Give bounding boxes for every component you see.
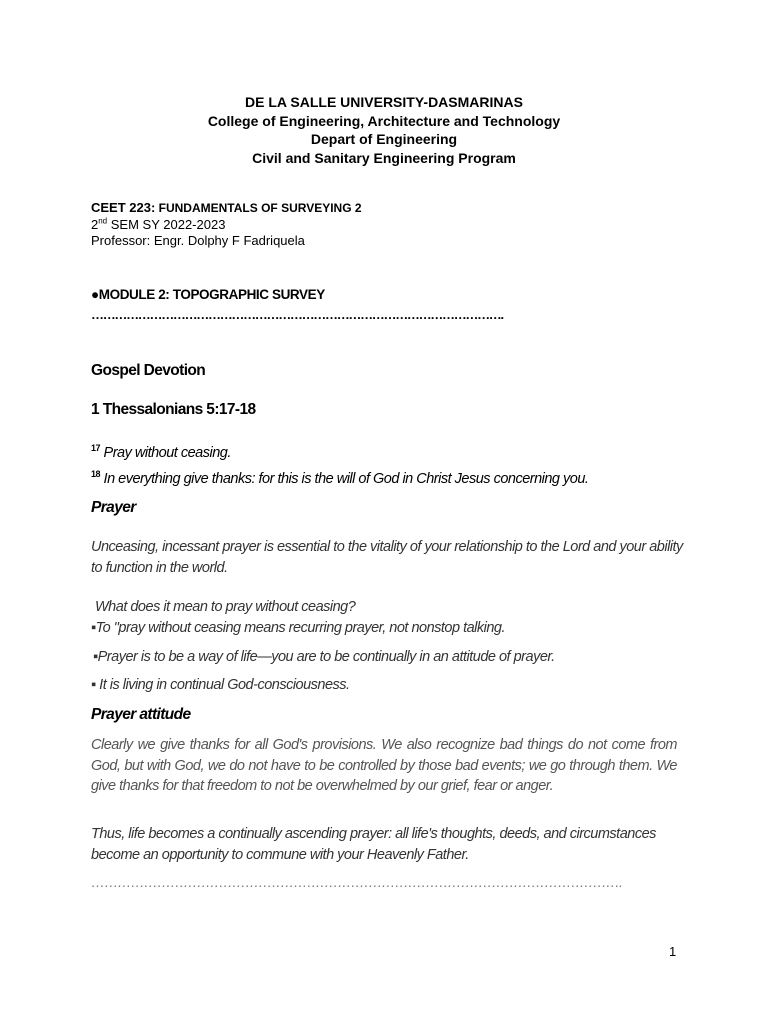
verse-text: In everything give thanks: for this is the will of God in Christ Jesus concerning you. bbox=[100, 470, 589, 487]
attitude-paragraph-2: Thus, life becomes a continually ascending prayer: all life's thoughts, deeds, and circumstances become an opportunity to commune with your Heavenly Father. bbox=[91, 826, 656, 863]
course-title bbox=[91, 200, 362, 217]
course-code: CEET 223: bbox=[91, 200, 156, 215]
attitude-heading: Prayer attitude bbox=[91, 706, 191, 723]
verses bbox=[91, 438, 588, 490]
professor: Professor: Engr. Dolphy F Fadriquela bbox=[91, 233, 305, 248]
module-divider: ……………………………………………………………………………………………. bbox=[91, 307, 503, 322]
closing-divider: …………………………………………………………………………………………………………. bbox=[91, 874, 623, 890]
prayer-bullet-2: ▪Prayer is to be a way of life—you are to be continually in an attitude of prayer. bbox=[93, 649, 555, 665]
page-number: 1 bbox=[669, 944, 677, 959]
semester bbox=[91, 217, 362, 234]
prayer-bullet-3: ▪ It is living in continual God-consciousness. bbox=[91, 677, 350, 693]
prayer-bullet-1: ▪To "pray without ceasing means recurring prayer, not nonstop talking. bbox=[91, 620, 506, 636]
university-name: DE LA SALLE UNIVERSITY-DASMARINAS bbox=[245, 94, 523, 110]
semester-number: 2 bbox=[91, 216, 99, 232]
college-name: College of Engineering, Architecture and Technology bbox=[207, 112, 561, 129]
document-header bbox=[0, 93, 768, 167]
verse-text: Pray without ceasing. bbox=[100, 444, 231, 461]
prayer-heading: Prayer bbox=[91, 499, 136, 516]
verse-18 bbox=[91, 464, 588, 490]
verse-reference: 1 Thessalonians 5:17-18 bbox=[91, 401, 256, 418]
course-name: FUNDAMENTALS OF SURVEYING 2 bbox=[155, 201, 362, 215]
verse-number: 18 bbox=[91, 468, 101, 479]
verse-number: 17 bbox=[91, 443, 101, 453]
prayer-question: What does it mean to pray without ceasing? bbox=[95, 599, 356, 615]
program-name: Civil and Sanitary Engineering Program bbox=[252, 149, 516, 166]
verse-17 bbox=[91, 438, 588, 464]
semester-suffix: nd bbox=[98, 216, 108, 226]
course-info bbox=[91, 200, 362, 250]
department-name: Depart of Engineering bbox=[310, 131, 458, 147]
module-title: ●MODULE 2: TOPOGRAPHIC SURVEY bbox=[91, 287, 325, 302]
gospel-heading: Gospel Devotion bbox=[91, 362, 206, 379]
semester-year: SEM SY 2022-2023 bbox=[107, 216, 226, 232]
attitude-paragraph-1: Clearly we give thanks for all God's provisions. We also recognize bad things do not come from God, but with God, we do not have to be controlled by those bad events; we go through them. We give thanks for that freedom to not be overwhelmed by our grief, fear or anger. bbox=[91, 737, 677, 794]
prayer-paragraph: Unceasing, incessant prayer is essential to the vitality of your relationship to the Lord and your ability to function in the world. bbox=[91, 539, 683, 576]
